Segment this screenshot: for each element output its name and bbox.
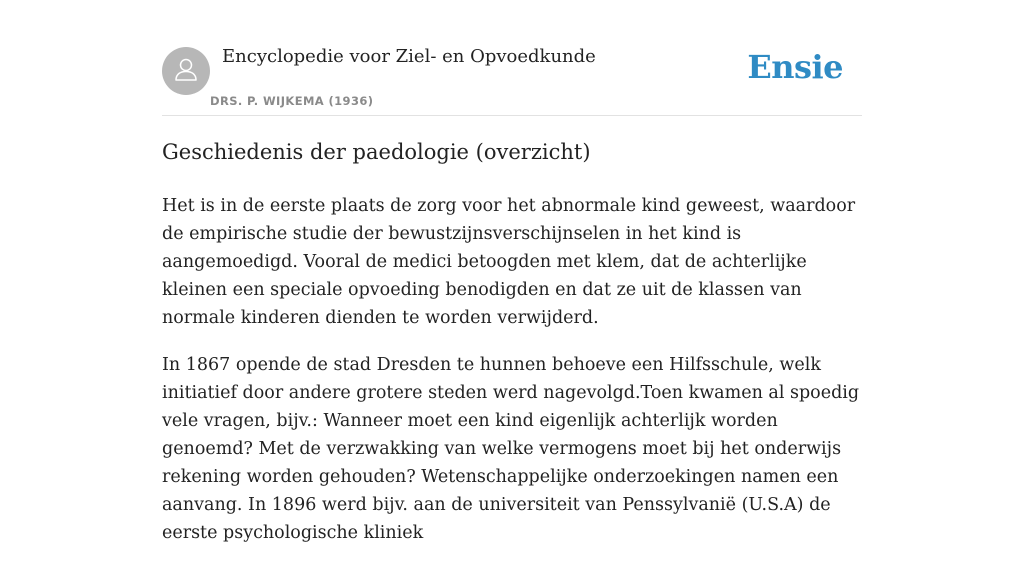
article-body — [162, 192, 862, 566]
page-header — [162, 0, 862, 116]
author-label: DRS. P. WIJKEMA (1936) — [210, 94, 374, 108]
avatar[interactable] — [162, 47, 210, 95]
paragraph: In 1867 opende de stad Dresden te hunnen behoeve een Hilfsschule, welk initiatief door andere grotere steden werd nagevolgd.Toen kwamen al spoedig vele vragen, bijv.: Wanneer moet een kind eigenlijk achterlijk worden genoemd? Met de verzwakking van welke vermogens moet bij het onderwijs rekening worden gehouden? Wetenschappelijke onderzoekingen namen een aanvang. In 1896 werd bijv. aan de universiteit van Penssylvanië (U.S.A) de eerste psychologische kliniek — [162, 355, 860, 543]
paragraph: Het is in de eerste plaats de zorg voor het abnormale kind geweest, waardoor de empirische studie der bewustzijnsverschijnselen in het kind is aangemoedigd. Vooral de medici betoogden met klem, dat de achterlijke kleinen een speciale opvoeding benodigden en dat ze uit de klassen van normale kinderen dienden te worden verwijderd. — [162, 196, 856, 328]
user-icon — [172, 55, 200, 88]
article-title: Geschiedenis der paedologie (overzicht) — [162, 140, 591, 164]
brand-logo[interactable]: Ensie — [747, 48, 843, 86]
source-title[interactable]: Encyclopedie voor Ziel- en Opvoedkunde — [222, 46, 596, 67]
